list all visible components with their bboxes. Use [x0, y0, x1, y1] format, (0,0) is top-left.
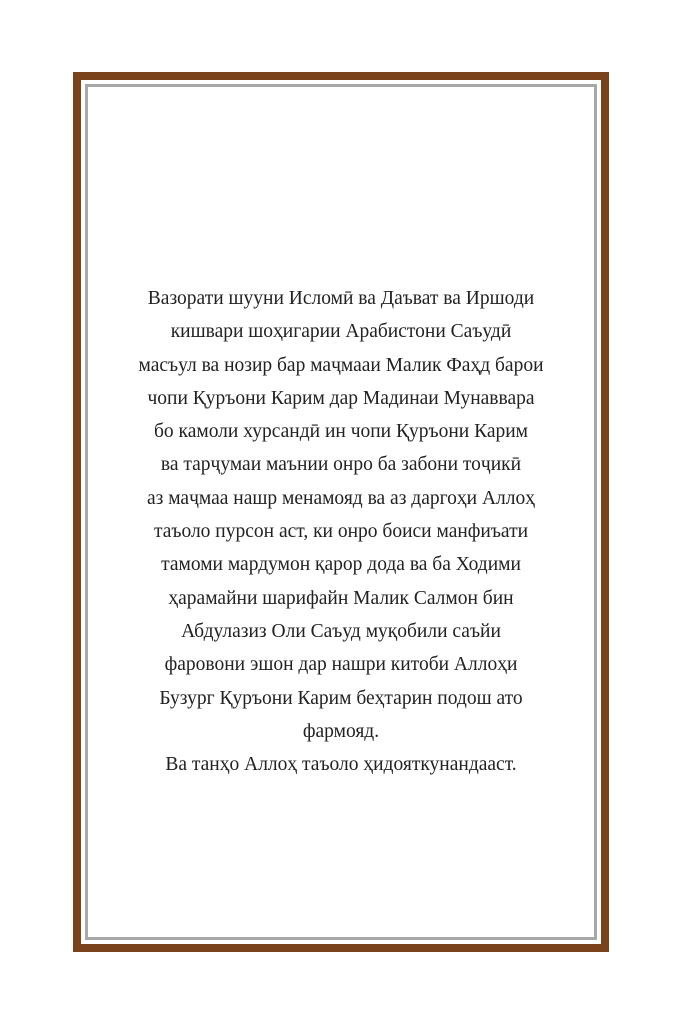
text-line: ва тарҷумаи маънии онро ба забони тоҷикӣ: [160, 454, 522, 476]
text-line: аз маҷмаа нашр менамояд ва аз даргоҳи Аллоҳ: [146, 487, 535, 509]
text-line: Абдулазиз Оли Саъуд муқобили саъйи: [181, 620, 501, 642]
text-line: ҳарамайни шарифайн Малик Салмон бин: [168, 587, 514, 609]
text-line: Вазорати шууни Исломӣ ва Даъват ва Иршоди: [147, 288, 535, 309]
text-line: Бузург Қуръони Карим беҳтарин подош ато: [159, 687, 523, 709]
text-line: кишвари шоҳигарии Арабистони Саъудӣ: [170, 321, 512, 343]
dedication-paragraph: [88, 282, 594, 781]
text-line: масъул ва нозир бар маҷмааи Малик Фаҳд барои: [138, 354, 544, 376]
text-line: тамоми мардумон қарор дода ва ба Ходими: [161, 554, 521, 576]
text-line: бо камоли хурсандӣ ин чопи Қуръони Карим: [153, 421, 529, 443]
text-line: фармояд.: [302, 720, 380, 742]
text-line: чопи Қуръони Карим дар Мадинаи Мунаввара: [147, 387, 535, 409]
text-line: таъоло пурсон аст, ки онро боиси манфиъати: [153, 521, 529, 543]
frame-white-gap: [81, 80, 601, 944]
closing-line: Ва танҳо Аллоҳ таъоло ҳидояткунандааст.: [165, 754, 517, 776]
frame-inner-border: [85, 84, 597, 940]
decorative-frame: [73, 72, 609, 952]
text-line: фаровони эшон дар нашри китоби Аллоҳи: [164, 654, 518, 676]
